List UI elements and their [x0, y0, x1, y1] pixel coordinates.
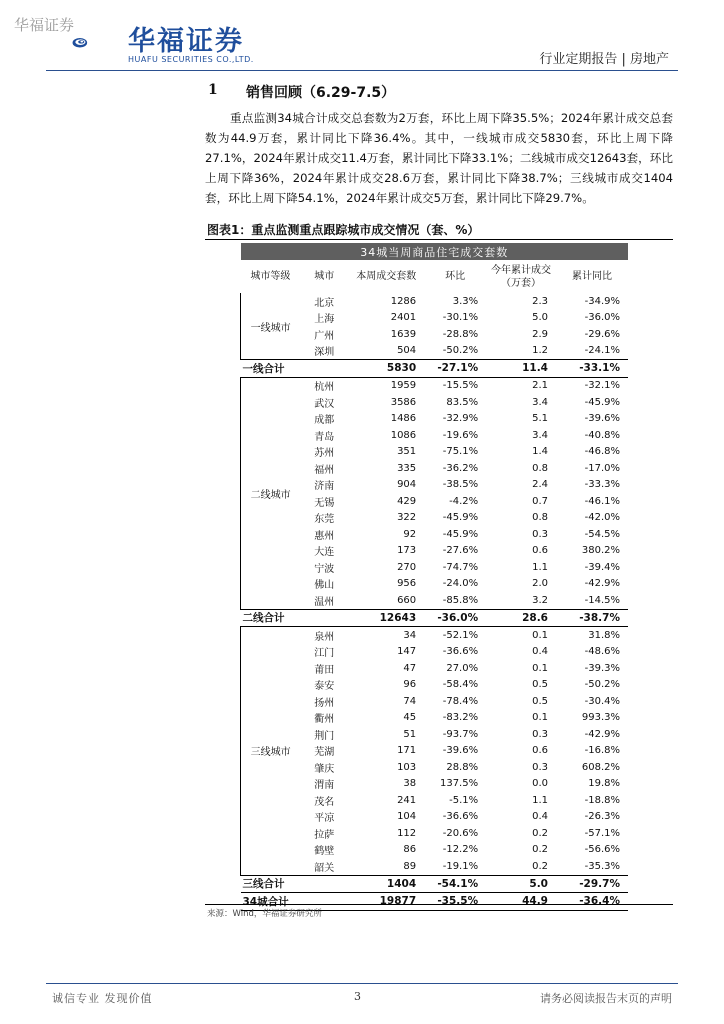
- table-cell: 0.0: [532, 778, 548, 790]
- table-cell: 武汉: [314, 398, 335, 410]
- table-cell: -78.4%: [442, 695, 479, 707]
- table-cell: 31.8%: [588, 629, 620, 641]
- table-cell: 广州: [314, 330, 335, 342]
- table-cell: -45.9%: [442, 528, 479, 540]
- table-cell: 2.1: [532, 380, 548, 392]
- summary-paragraph: 重点监测34城合计成交总套数为2万套，环比上周下降35.5%；2024年累计成交总套数为44.9万套，累计同比下降36.4%。其中，一线城市成交5830套，环比上周下降27.1%，2024年累计成交11.4万套，累计同比下降33.1%；二线城市成交12643套，环比上周下降36%，2024年累计成交28.6万套，累计同比下降38.7%；三线城市成交1404套，环比上周下降54.1%，2024年累计成交5万套，累计同比下降29.7%。: [205, 111, 673, 205]
- table-cell: -30.1%: [442, 312, 479, 324]
- table-cell: -58.4%: [442, 679, 479, 691]
- tier-total-row: [241, 609, 629, 627]
- logo-chinese-name: 华福证券: [128, 26, 244, 57]
- table-cell: 上海: [314, 314, 335, 326]
- table-cell: 322: [397, 512, 417, 524]
- table-cell: 1486: [390, 413, 417, 425]
- table-cell: 1.1: [532, 561, 548, 573]
- table-cell: 鹤壁: [314, 846, 335, 858]
- table-cell: 89: [403, 860, 417, 872]
- table-cell: -30.4%: [584, 695, 620, 707]
- table-cell: 83.5%: [446, 396, 479, 408]
- table-cell: -45.9%: [584, 396, 620, 408]
- table-cell: -5.1%: [449, 794, 479, 806]
- grand-total-cell: -35.5%: [424, 893, 486, 911]
- table-cell: 38: [403, 778, 417, 790]
- table-cell: 拉萨: [314, 829, 335, 841]
- table-cell: -39.4%: [584, 561, 620, 573]
- table-cell: -34.9%: [584, 295, 620, 307]
- table-cell: 2.3: [532, 295, 548, 307]
- column-header: 环比: [445, 271, 466, 282]
- table-cell: -74.7%: [442, 561, 479, 573]
- total-cell: 11.4: [486, 360, 556, 378]
- table-cell: 宁波: [314, 563, 335, 575]
- table-cell: 惠州: [314, 530, 335, 542]
- table-row: [241, 293, 629, 310]
- logo-english-name: HUAFU SECURITIES CO.,LTD.: [128, 55, 254, 64]
- table-cell: 泰安: [314, 681, 335, 693]
- section-number: 1: [208, 82, 218, 98]
- table-cell: -42.9%: [584, 578, 620, 590]
- source-note: 来源：Wind，华福证券研究所: [207, 909, 322, 919]
- table-cell: 173: [397, 545, 417, 557]
- table-cell: 芜湖: [314, 747, 335, 759]
- table-cell: 19.8%: [588, 778, 620, 790]
- watermark-text: 华福证券: [14, 16, 75, 34]
- tier-label: 三线城市: [241, 627, 301, 876]
- footer-slogan: 诚信专业 发现价值: [52, 992, 153, 1005]
- column-header: 累计同比: [572, 271, 612, 282]
- table-cell: 0.3: [532, 528, 548, 540]
- table-cell: 荆门: [314, 730, 335, 742]
- table-cell: 92: [403, 528, 417, 540]
- table-cell: 137.5%: [439, 778, 479, 790]
- table-cell: 3.4: [532, 396, 548, 408]
- sales-table: [240, 243, 628, 911]
- total-cell: -38.7%: [556, 609, 628, 627]
- total-cell: -36.0%: [424, 609, 486, 627]
- table-cell: 993.3%: [581, 712, 620, 724]
- table-cell: 429: [397, 495, 417, 507]
- table-cell: 171: [397, 745, 417, 757]
- table-cell: -12.2%: [442, 844, 479, 856]
- table-cell: 34: [403, 629, 417, 641]
- table-cell: -26.3%: [584, 811, 620, 823]
- table-cell: -20.6%: [442, 827, 479, 839]
- table-cell: -32.1%: [584, 380, 620, 392]
- table-cell: -36.2%: [442, 462, 479, 474]
- table-cell: 28.8%: [446, 761, 479, 773]
- total-cell: 12643: [348, 609, 424, 627]
- table-cell: 1959: [390, 380, 417, 392]
- table-cell: 杭州: [314, 382, 335, 394]
- table-cell: 504: [397, 345, 417, 357]
- column-header: 今年累计成交（万套）: [491, 264, 552, 289]
- grand-total-cell: 19877: [348, 893, 424, 911]
- table-cell: 86: [403, 844, 417, 856]
- table-cell: -32.9%: [442, 413, 479, 425]
- table-cell: -48.6%: [584, 646, 620, 658]
- table-cell: 0.8: [532, 512, 548, 524]
- header-divider: [46, 70, 678, 71]
- table-cell: -36.0%: [584, 312, 620, 324]
- total-cell: -27.1%: [424, 360, 486, 378]
- table-body: [241, 293, 629, 910]
- table-cell: 0.4: [532, 646, 548, 658]
- table-cell: 1.2: [532, 345, 548, 357]
- table-cell: -27.6%: [442, 545, 479, 557]
- table-cell: 苏州: [314, 448, 335, 460]
- total-label: 三线合计: [241, 875, 349, 893]
- table-cell: -15.5%: [442, 380, 479, 392]
- table-cell: 351: [397, 446, 417, 458]
- table-cell: 47: [403, 662, 417, 674]
- table-cell: 0.3: [532, 728, 548, 740]
- huafu-logo-icon: [72, 18, 128, 68]
- table-cell: 74: [403, 695, 417, 707]
- table-cell: 1086: [390, 429, 417, 441]
- grand-total-cell: 44.9: [486, 893, 556, 911]
- tier-label: 二线城市: [241, 377, 301, 609]
- table-cell: 0.5: [532, 695, 548, 707]
- table-cell: 380.2%: [581, 545, 620, 557]
- table-cell: 莆田: [314, 664, 335, 676]
- table-cell: -17.0%: [584, 462, 620, 474]
- table-cell: -29.6%: [584, 328, 620, 340]
- table-cell: -35.3%: [584, 860, 620, 872]
- table-cell: -14.5%: [584, 594, 620, 606]
- table-cell: 江门: [314, 648, 335, 660]
- source-rule: [205, 904, 673, 905]
- table-cell: 平凉: [314, 813, 335, 825]
- page-number: 3: [354, 990, 361, 1003]
- table-cell: 2.4: [532, 479, 548, 491]
- table-cell: 0.6: [532, 545, 548, 557]
- table-cell: 0.1: [532, 712, 548, 724]
- table-cell: 0.2: [532, 860, 548, 872]
- table-cell: 大连: [314, 547, 335, 559]
- table-cell: 3.3%: [452, 295, 479, 307]
- table-cell: 肇庆: [314, 763, 335, 775]
- table-cell: 无锡: [314, 497, 335, 509]
- table-cell: 660: [397, 594, 417, 606]
- table-cell: 45: [403, 712, 417, 724]
- table-cell: -36.6%: [442, 646, 479, 658]
- table-cell: 0.2: [532, 827, 548, 839]
- table-cell: -52.1%: [442, 629, 479, 641]
- grand-total-cell: -36.4%: [556, 893, 628, 911]
- table-cell: -42.0%: [584, 512, 620, 524]
- table-cell: 0.6: [532, 745, 548, 757]
- table-cell: -75.1%: [442, 446, 479, 458]
- column-header: 本周成交套数: [356, 271, 417, 282]
- total-cell: -54.1%: [424, 875, 486, 893]
- table-cell: -24.0%: [442, 578, 479, 590]
- table-cell: 0.4: [532, 811, 548, 823]
- table-cell: -19.1%: [442, 860, 479, 872]
- table-cell: -36.6%: [442, 811, 479, 823]
- table-cell: -45.9%: [442, 512, 479, 524]
- table-cell: 济南: [314, 481, 335, 493]
- table-row: [241, 627, 629, 644]
- figure-title: 图表1：重点监测重点跟踪城市成交情况（套、%）: [207, 223, 480, 237]
- table-cell: 2.9: [532, 328, 548, 340]
- table-cell: -38.5%: [442, 479, 479, 491]
- total-cell: 5.0: [486, 875, 556, 893]
- table-cell: 茂名: [314, 796, 335, 808]
- table-cell: 渭南: [314, 780, 335, 792]
- table-cell: -40.8%: [584, 429, 620, 441]
- report-category: 行业定期报告 | 房地产: [539, 52, 669, 67]
- table-cell: 青岛: [314, 431, 335, 443]
- table-cell: 104: [397, 811, 417, 823]
- table-cell: 5.1: [532, 413, 548, 425]
- table-cell: -93.7%: [442, 728, 479, 740]
- table-cell: 佛山: [314, 580, 335, 592]
- column-header: 城市等级: [250, 271, 291, 282]
- table-cell: 112: [397, 827, 417, 839]
- table-cell: 0.1: [532, 629, 548, 641]
- table-title: 34城当周商品住宅成交套数: [241, 243, 629, 260]
- table-cell: 1.4: [532, 446, 548, 458]
- table-cell: 241: [397, 794, 417, 806]
- table-cell: -50.2%: [442, 345, 479, 357]
- table-cell: -46.1%: [584, 495, 620, 507]
- table-cell: 韶关: [314, 862, 335, 874]
- table-cell: -33.3%: [584, 479, 620, 491]
- table-cell: 270: [397, 561, 417, 573]
- footer-disclaimer: 请务必阅读报告末页的声明: [540, 992, 672, 1005]
- table-cell: 东莞: [314, 514, 335, 526]
- table-cell: -28.8%: [442, 328, 479, 340]
- table-cell: -54.5%: [584, 528, 620, 540]
- table-cell: -39.3%: [584, 662, 620, 674]
- table-cell: 956: [397, 578, 417, 590]
- table-cell: 3.4: [532, 429, 548, 441]
- table-cell: 深圳: [314, 347, 335, 359]
- table-cell: 103: [397, 761, 417, 773]
- table-cell: 0.5: [532, 679, 548, 691]
- table-cell: 福州: [314, 464, 335, 476]
- table-cell: 5.0: [532, 312, 548, 324]
- table-cell: -19.6%: [442, 429, 479, 441]
- table-cell: -85.8%: [442, 594, 479, 606]
- section-title: 销售回顾（6.29-7.5）: [246, 85, 396, 101]
- tier-label: 一线城市: [241, 293, 301, 360]
- table-cell: -16.8%: [584, 745, 620, 757]
- table-cell: -46.8%: [584, 446, 620, 458]
- table-header-row: [241, 260, 629, 293]
- table-cell: 335: [397, 462, 417, 474]
- table-cell: -83.2%: [442, 712, 479, 724]
- total-label: 二线合计: [241, 609, 349, 627]
- table-cell: 0.7: [532, 495, 548, 507]
- table-cell: 泉州: [314, 631, 335, 643]
- table-cell: 96: [403, 679, 417, 691]
- table-cell: 0.3: [532, 761, 548, 773]
- table-cell: 0.2: [532, 844, 548, 856]
- total-cell: -29.7%: [556, 875, 628, 893]
- table-cell: 成都: [314, 415, 335, 427]
- table-cell: -39.6%: [442, 745, 479, 757]
- total-cell: 28.6: [486, 609, 556, 627]
- table-cell: -50.2%: [584, 679, 620, 691]
- grand-total-label: 34城合计: [241, 893, 349, 911]
- figure-top-rule: [205, 239, 673, 240]
- table-cell: 2401: [390, 312, 417, 324]
- total-cell: 1404: [348, 875, 424, 893]
- total-cell: -33.1%: [556, 360, 628, 378]
- table-cell: 608.2%: [581, 761, 620, 773]
- table-cell: 衢州: [314, 714, 335, 726]
- table-cell: 北京: [314, 297, 335, 309]
- table-cell: 0.8: [532, 462, 548, 474]
- tier-total-row: [241, 875, 629, 893]
- table-cell: 扬州: [314, 697, 335, 709]
- footer-divider: [46, 983, 678, 984]
- total-cell: 5830: [348, 360, 424, 378]
- table-cell: 3.2: [532, 594, 548, 606]
- table-cell: 温州: [314, 596, 335, 608]
- total-label: 一线合计: [241, 360, 349, 378]
- table-cell: -24.1%: [584, 345, 620, 357]
- table-cell: -42.9%: [584, 728, 620, 740]
- table-cell: -56.6%: [584, 844, 620, 856]
- column-header: 城市: [314, 271, 335, 282]
- table-row: [241, 377, 629, 394]
- table-cell: 2.0: [532, 578, 548, 590]
- table-cell: 1639: [390, 328, 417, 340]
- table-cell: -57.1%: [584, 827, 620, 839]
- table-cell: 27.0%: [446, 662, 479, 674]
- table-cell: -39.6%: [584, 413, 620, 425]
- table-cell: 51: [403, 728, 417, 740]
- table-cell: 147: [397, 646, 417, 658]
- table-cell: 0.1: [532, 662, 548, 674]
- table-cell: -18.8%: [584, 794, 620, 806]
- sales-table-container: [240, 243, 628, 911]
- tier-total-row: [241, 360, 629, 378]
- table-cell: -4.2%: [449, 495, 479, 507]
- table-cell: 3586: [390, 396, 417, 408]
- table-cell: 1286: [390, 295, 417, 307]
- table-cell: 904: [397, 479, 417, 491]
- table-cell: 1.1: [532, 794, 548, 806]
